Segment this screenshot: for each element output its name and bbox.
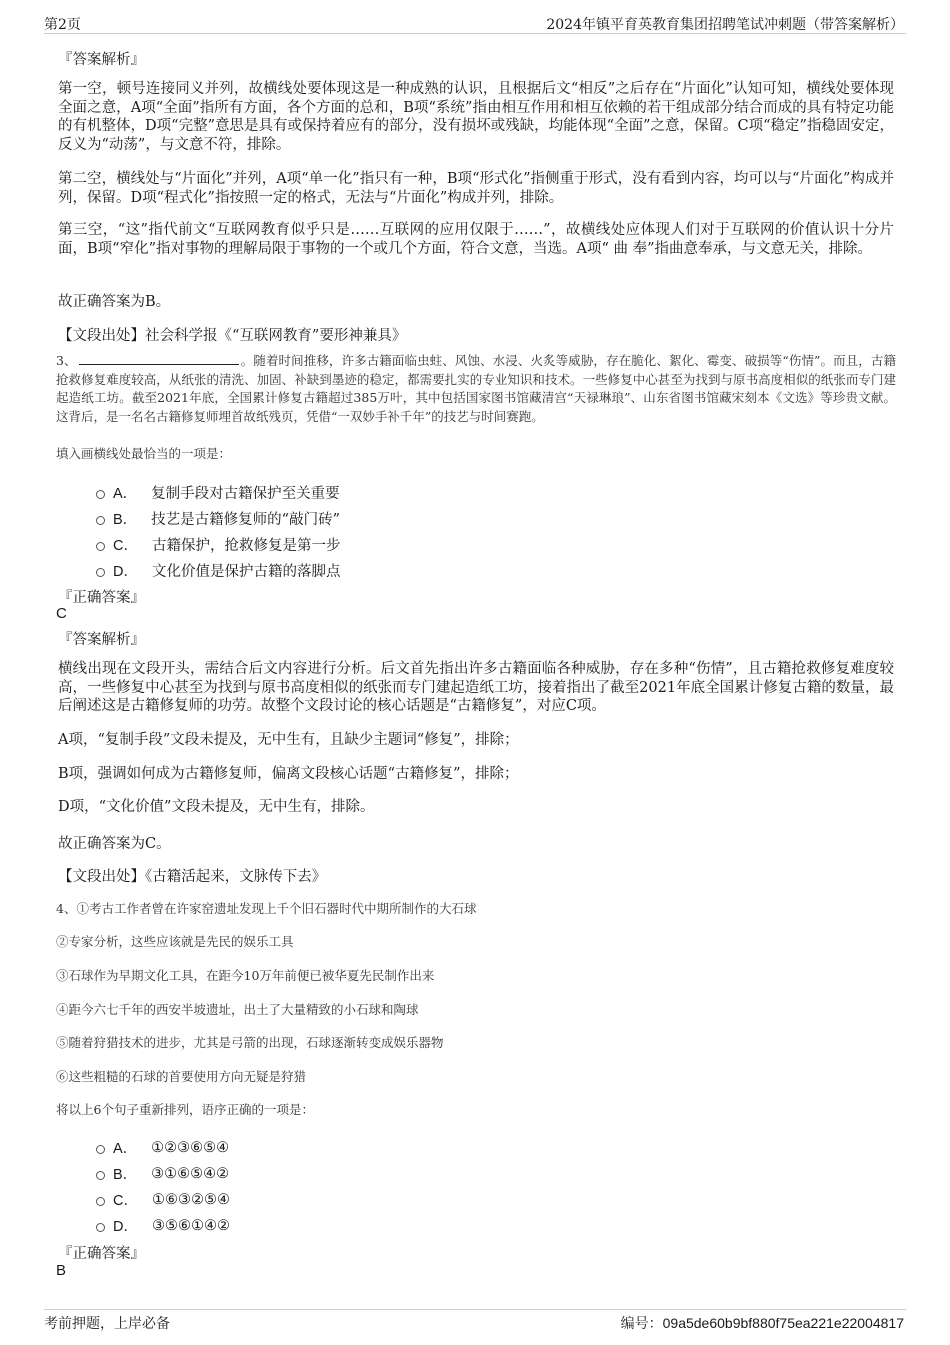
option-letter: C．: [113, 538, 138, 554]
option-text: ①⑥③②⑤④: [151, 1191, 230, 1208]
sentence-4: ④距今六七千年的西安半坡遗址，出土了大量精致的小石球和陶球: [56, 1002, 419, 1017]
option-letter: D．: [113, 1219, 138, 1235]
correct-answer: B: [56, 1262, 67, 1279]
option-d[interactable]: [96, 1215, 230, 1236]
code-value: 09a5de60b9bf880f75ea221e22004817: [662, 1315, 904, 1331]
correct-answer: C: [56, 605, 67, 622]
document-title: 2024年镇平育英教育集团招聘笔试冲刺题（带答案解析）: [546, 17, 904, 33]
sentence-text: ①考古工作者曾在许家窑遗址发现上千个旧石器时代中期所制作的大石球: [76, 901, 477, 916]
option-c[interactable]: [96, 534, 340, 555]
option-b[interactable]: [96, 1163, 229, 1184]
radio-icon[interactable]: [96, 1145, 105, 1154]
analysis-option-a: A项，“复制手段”文段未提及，无中生有，且缺少主题词“修复”，排除；: [58, 732, 519, 748]
sentence-6: ⑥这些粗糙的石球的首要使用方向无疑是狩猎: [56, 1069, 307, 1084]
radio-icon[interactable]: [96, 516, 105, 525]
analysis-paragraph: 第一空，顿号连接同义并列，故横线处要体现这是一种成熟的认识，且根据后文“相反”之后存在“片面化”认知可知，横线处要体现全面之意，A项“全面”指所有方面，各个方面的总和，B项“系统”指由相互作用和相互依赖的若干组成部分结合而成的具有特定功能的有机整体，D项“完整”意思是具有或保持着应有的部分，没有损坏或残缺，均能体现“全面”之意，保留。C项“稳定”指稳固安定，反义为“动荡”，与文意不符，排除。: [58, 81, 894, 153]
radio-icon[interactable]: [96, 490, 105, 499]
option-letter: D．: [113, 564, 138, 580]
option-text: ③①⑥⑤④②: [151, 1165, 230, 1182]
sentence-3: ③石球作为早期文化工具，在距今10万年前便已被华夏先民制作出来: [56, 968, 435, 983]
page-number: 第2页: [44, 17, 81, 33]
sentence-1: [56, 900, 896, 919]
option-letter: B．: [113, 512, 138, 528]
analysis-option-d: D项，“文化价值”文段未提及，无中生有，排除。: [58, 799, 375, 815]
correct-answer-label: 『正确答案』: [58, 1246, 145, 1262]
question-prompt: 填入画横线处最恰当的一项是：: [56, 446, 232, 461]
header-divider: [44, 33, 906, 34]
option-text: 技艺是古籍修复师的“敲门砖”: [151, 512, 340, 528]
footer-divider: [44, 1309, 906, 1310]
option-letter: A．: [113, 486, 138, 502]
option-text: ③⑤⑥①④②: [151, 1217, 230, 1234]
question-text: 。随着时间推移，许多古籍面临虫蛀、风蚀、水浸、火炙等威胁，存在脆化、絮化、霉变、破损等“伤情”。而且，古籍抢救修复难度较高，从纸张的清洗、加固、补缺到墨迹的稳定，都需要扎实的专业知识和技术。一些修复中心甚至为找到与原书高度相似的纸张而专门建起造纸工坊。截至2021年底，全国累计修复古籍超过385万叶，其中包括国家图书馆藏清宫“天禄琳琅”、山东省图书馆藏宋刻本《文选》等珍贵文献。这背后，是一名名古籍修复师埋首故纸残页，凭借“一双妙手补千年”的技艺与时间赛跑。: [56, 353, 896, 424]
question-stem: [56, 352, 896, 426]
question-prompt: 将以上6个句子重新排列，语序正确的一项是：: [56, 1102, 314, 1117]
footer-slogan: 考前押题，上岸必备: [44, 1316, 170, 1332]
option-letter: A．: [113, 1141, 138, 1157]
document-code: [621, 1313, 904, 1333]
conclusion: 故正确答案为B。: [58, 294, 171, 310]
option-a[interactable]: [96, 482, 340, 503]
source-citation: 【文段出处】社会科学报《“互联网教育”要形神兼具》: [58, 328, 407, 344]
analysis-option-b: B项，强调如何成为古籍修复师，偏离文段核心话题“古籍修复”，排除；: [58, 766, 519, 782]
analysis-paragraph: 第二空，横线处与“片面化”并列，A项“单一化”指只有一种，B项“形式化”指侧重于形式，没有看到内容，均可以与“片面化”构成并列，保留。D项“程式化”指按照一定的格式，无法与“片面化”构成并列，排除。: [58, 171, 894, 206]
option-a[interactable]: [96, 1137, 229, 1158]
option-letter: C．: [113, 1193, 138, 1209]
conclusion: 故正确答案为C。: [58, 836, 171, 852]
option-letter: B．: [113, 1167, 138, 1183]
option-d[interactable]: [96, 560, 340, 581]
question-number: 3、: [56, 353, 77, 368]
radio-icon[interactable]: [96, 542, 105, 551]
analysis-paragraph: 第三空，“这”指代前文“互联网教育似乎只是……互联网的应用仅限于……”，故横线处应体现人们对于互联网的价值认识十分片面，B项“窄化”指对事物的理解局限于事物的一个或几个方面，符合文意，当选。A项“ 曲 奉”指曲意奉承，与文意无关，排除。: [58, 222, 894, 257]
option-text: 文化价值是保护古籍的落脚点: [151, 564, 341, 580]
code-label: 编号：: [620, 1316, 663, 1332]
option-text: 复制手段对古籍保护至关重要: [151, 486, 340, 502]
radio-icon[interactable]: [96, 568, 105, 577]
radio-icon[interactable]: [96, 1223, 105, 1232]
fill-blank: [79, 352, 239, 365]
sentence-5: ⑤随着狩猎技术的进步，尤其是弓箭的出现，石球逐渐转变成娱乐器物: [56, 1035, 444, 1050]
question-number: 4、: [56, 901, 77, 916]
analysis-label: 『答案解析』: [58, 632, 145, 648]
option-text: ①②③⑥⑤④: [151, 1139, 230, 1156]
radio-icon[interactable]: [96, 1171, 105, 1180]
radio-icon[interactable]: [96, 1197, 105, 1206]
sentence-2: ②专家分析，这些应该就是先民的娱乐工具: [56, 934, 294, 949]
option-b[interactable]: [96, 508, 340, 529]
analysis-paragraph: 横线出现在文段开头，需结合后文内容进行分析。后文首先指出许多古籍面临各种威胁，存在多种“伤情”，且古籍抢救修复难度较高，一些修复中心甚至为找到与原书高度相似的纸张而专门建起造纸工坊，接着指出了截至2021年底全国累计修复古籍的数量，最后阐述这是古籍修复师的功劳。故整个文段讨论的核心话题是“古籍修复”，对应C项。: [58, 661, 894, 714]
option-text: 古籍保护，抢救修复是第一步: [151, 538, 341, 554]
correct-answer-label: 『正确答案』: [58, 590, 145, 606]
analysis-label: 『答案解析』: [58, 52, 145, 68]
source-citation: 【文段出处】《古籍活起来，文脉传下去》: [58, 869, 327, 885]
option-c[interactable]: [96, 1189, 230, 1210]
